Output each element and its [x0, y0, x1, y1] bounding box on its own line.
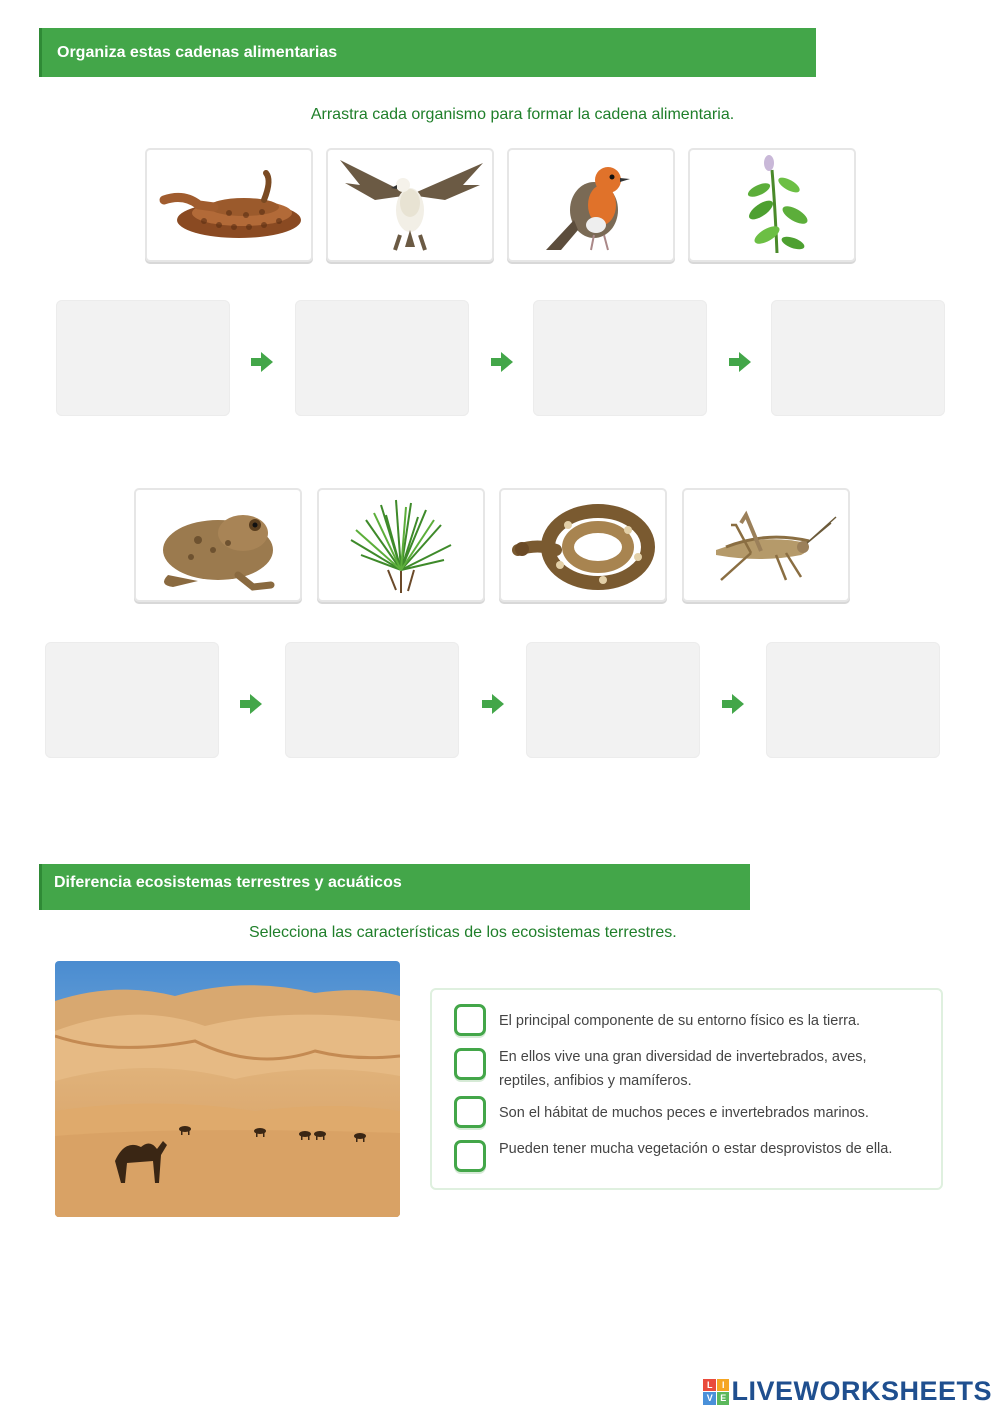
- drop-zone-chain2-4[interactable]: [766, 642, 940, 758]
- draggable-card-toad[interactable]: [134, 488, 302, 602]
- arrow-right-icon: [251, 352, 273, 372]
- liveworksheets-logo-icon: L I V E: [703, 1379, 729, 1405]
- robin-icon: [516, 155, 666, 255]
- liveworksheets-logo: [703, 1376, 992, 1407]
- toad-icon: [143, 495, 293, 595]
- draggable-card-robin[interactable]: [507, 148, 675, 262]
- arrow-right-icon: [482, 694, 504, 714]
- checkbox-option-4[interactable]: [454, 1140, 486, 1172]
- arrow-right-icon: [240, 694, 262, 714]
- desert-camels-image: [55, 961, 400, 1217]
- drop-zone-chain1-3[interactable]: [533, 300, 707, 416]
- option-label-1: El principal componente de su entorno físico es la tierra.: [499, 1013, 861, 1029]
- drop-zone-chain1-4[interactable]: [771, 300, 945, 416]
- draggable-card-rattlesnake[interactable]: [145, 148, 313, 262]
- draggable-card-mint-plant[interactable]: [688, 148, 856, 262]
- checkbox-option-1[interactable]: [454, 1004, 486, 1036]
- options-panel: [430, 988, 943, 1190]
- drop-zone-chain2-2[interactable]: [285, 642, 459, 758]
- arrow-right-icon: [722, 694, 744, 714]
- instruction-select: Selecciona las características de los ecosistemas terrestres.: [249, 924, 677, 941]
- option-label-2: En ellos vive una gran diversidad de invertebrados, aves, reptiles, anfibios y mamíferos.: [499, 1049, 867, 1089]
- option-row-1[interactable]: [454, 1004, 919, 1036]
- draggable-card-grass[interactable]: [317, 488, 485, 602]
- option-row-3[interactable]: [454, 1096, 919, 1128]
- brand-name: LIVEWORKSHEETS: [731, 1376, 992, 1406]
- option-label-4: Pueden tener mucha vegetación o estar desprovistos de ella.: [499, 1141, 893, 1157]
- eagle-icon: [335, 155, 485, 255]
- python-icon: [508, 495, 658, 595]
- drop-zone-chain1-1[interactable]: [56, 300, 230, 416]
- option-label-3: Son el hábitat de muchos peces e invertebrados marinos.: [499, 1105, 869, 1121]
- grasshopper-icon: [691, 495, 841, 595]
- instruction-drag: Arrastra cada organismo para formar la cadena alimentaria.: [310, 106, 735, 123]
- checkbox-option-2[interactable]: [454, 1048, 486, 1080]
- drop-zone-chain2-1[interactable]: [45, 642, 219, 758]
- option-row-2[interactable]: [454, 1040, 919, 1093]
- checkbox-option-3[interactable]: [454, 1096, 486, 1128]
- section-title-ecosystems: Diferencia ecosistemas terrestres y acuáticos: [39, 864, 750, 910]
- section-title-food-chains: Organiza estas cadenas alimentarias: [39, 28, 816, 77]
- drop-zone-chain2-3[interactable]: [526, 642, 700, 758]
- drop-zone-chain1-2[interactable]: [295, 300, 469, 416]
- draggable-card-grasshopper[interactable]: [682, 488, 850, 602]
- mint-plant-icon: [697, 155, 847, 255]
- grass-icon: [326, 495, 476, 595]
- draggable-card-eagle[interactable]: [326, 148, 494, 262]
- rattlesnake-icon: [154, 155, 304, 255]
- option-row-4[interactable]: [454, 1132, 919, 1172]
- arrow-right-icon: [729, 352, 751, 372]
- draggable-card-python[interactable]: [499, 488, 667, 602]
- arrow-right-icon: [491, 352, 513, 372]
